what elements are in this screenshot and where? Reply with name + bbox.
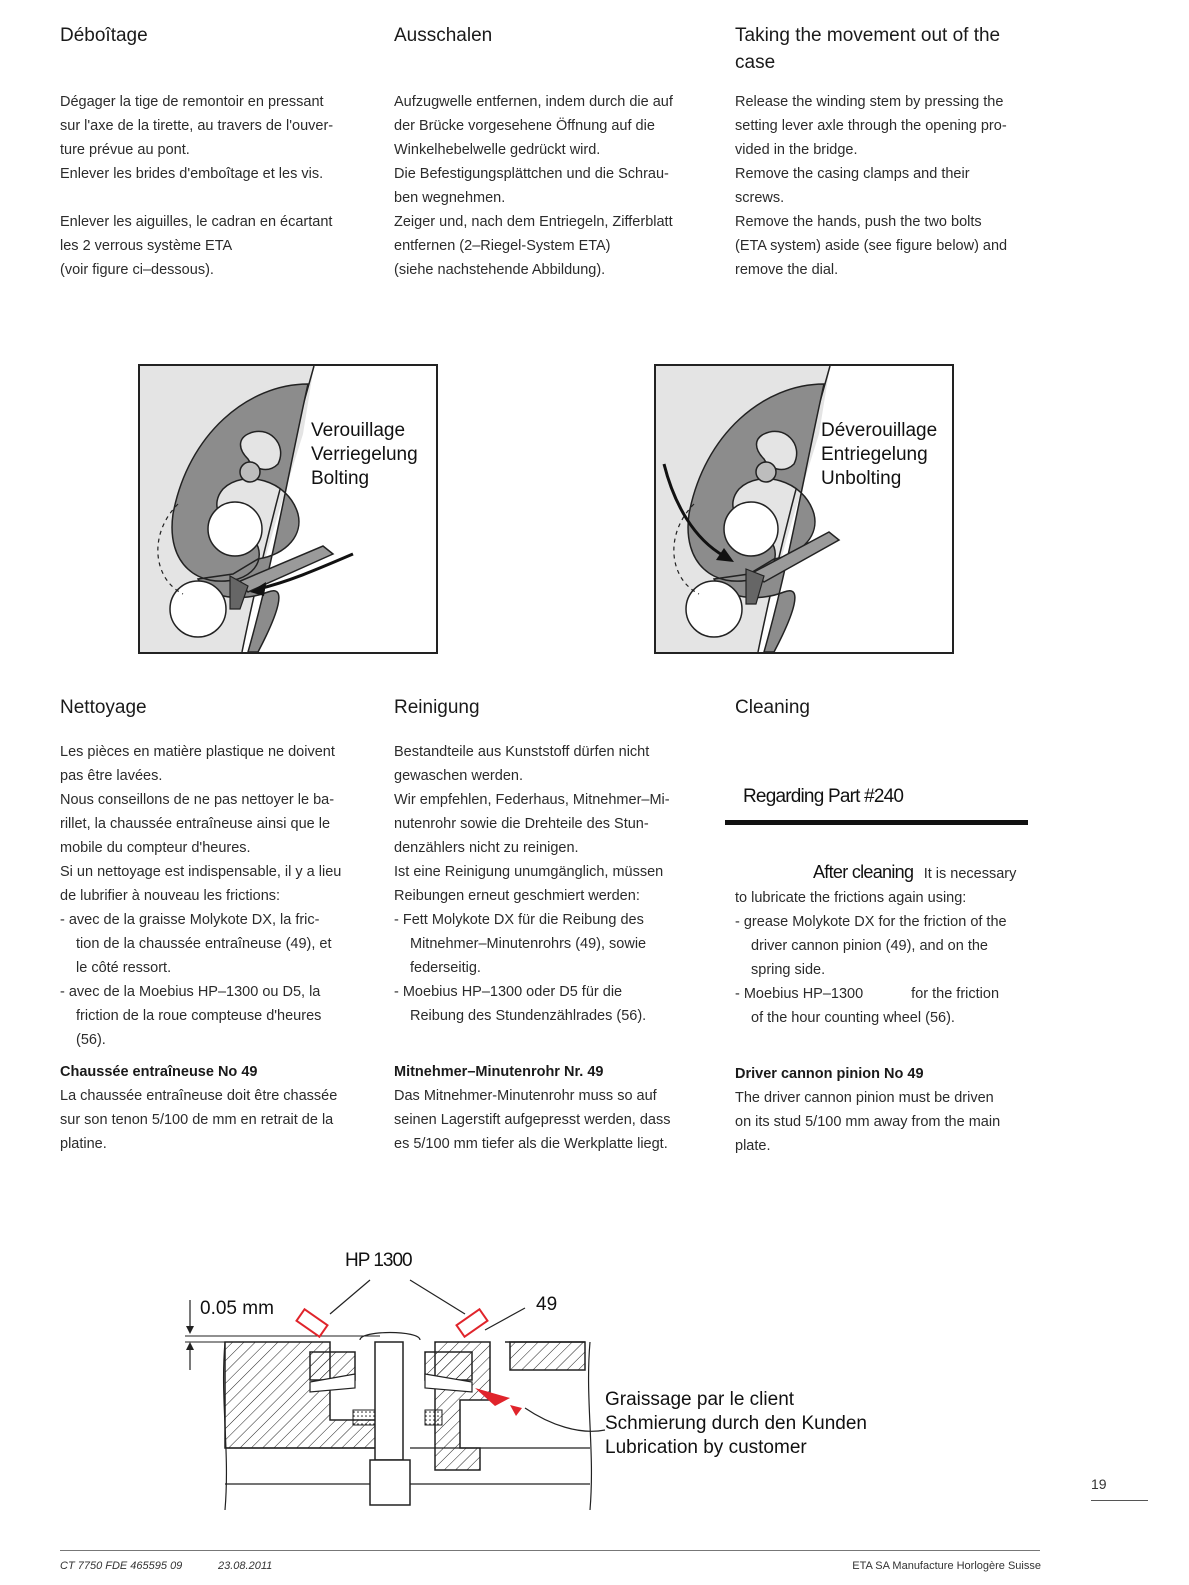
text-line: Les pièces en matière plastique ne doivent (60, 744, 335, 760)
nettoyage-subtext (60, 1084, 360, 1156)
text-line (735, 982, 1007, 1006)
unbolting-label-de: Entriegelung (821, 444, 928, 465)
text-line: Remove the casing clamps and their (735, 166, 970, 182)
text-line: friction de la roue compteuse d'heures (76, 1008, 322, 1024)
text-line: - Fett Molykote DX für die Reibung des (394, 912, 644, 928)
page-number-rule (1091, 1500, 1148, 1501)
text-line: (56). (76, 1032, 106, 1048)
ausschalen-text (394, 90, 694, 282)
text-line: rillet, la chaussée entraîneuse ainsi que le (60, 816, 331, 832)
footer-company: ETA SA Manufacture Horlogère Suisse (852, 1560, 1041, 1572)
text-line: Das Mitnehmer-Minutenrohr muss so auf (394, 1088, 657, 1104)
text-line: tion de la chaussée entraîneuse (49), et (76, 936, 332, 952)
dimension-label: 0.05 mm (200, 1298, 274, 1319)
text-line: gewaschen werden. (394, 768, 523, 784)
taking-out-section (735, 22, 1035, 282)
text-line: spring side. (751, 962, 826, 978)
text-line: Winkelhebelwelle gedrückt wird. (394, 142, 601, 158)
text-line: - grease Molykote DX for the friction of the (735, 914, 1007, 930)
ausschalen-title: Ausschalen (394, 25, 493, 46)
footer-rule (60, 1550, 1040, 1551)
lubrication-labels (605, 1388, 867, 1460)
text-line: denzählers nicht zu reinigen. (394, 840, 579, 856)
text-line: federseitig. (410, 960, 481, 976)
hp1300-label: HP 1300 (345, 1250, 412, 1271)
text-line: Remove the hands, push the two bolts (735, 214, 982, 230)
text-line: Dégager la tige de remontoir en pressant (60, 94, 324, 110)
text-line: Reibungen erneut geschmiert werden: (394, 888, 640, 904)
text-line: ben wegnehmen. (394, 190, 506, 206)
text-line: setting lever axle through the opening pro- (735, 118, 1007, 134)
footer-doc-ref: CT 7750 FDE 465595 09 (60, 1560, 183, 1572)
taking-out-text (735, 90, 1035, 282)
text-line: les 2 verrous système ETA (60, 238, 233, 254)
text-line: (ETA system) aside (see figure below) and (735, 238, 1008, 254)
page-number: 19 (1091, 1476, 1107, 1492)
text-line: (voir figure ci–dessous). (60, 262, 214, 278)
lubrication-label-fr: Graissage par le client (605, 1389, 795, 1410)
text-line: Zeiger und, nach dem Entriegeln, Zifferblatt (394, 214, 673, 230)
cleaning-text (735, 886, 1007, 1030)
part-number-label: 49 (536, 1294, 558, 1315)
nettoyage-text (60, 740, 360, 1052)
bolting-illustration (138, 364, 438, 654)
after-cleaning-line (813, 862, 1016, 886)
ausschalen-section (394, 22, 694, 282)
cleaning-subtitle: Driver cannon pinion No 49 (735, 1066, 924, 1082)
text-line: screws. (735, 190, 785, 206)
text-line: Bestandteile aus Kunststoff dürfen nicht (394, 744, 650, 760)
text-line: Wir empfehlen, Federhaus, Mitnehmer–Mi- (394, 792, 670, 808)
text-line: (siehe nachstehende Abbildung). (394, 262, 606, 278)
regarding-part-heading: Regarding Part #240 (743, 786, 904, 807)
text-segment: for the friction (911, 986, 1000, 1002)
lubrication-label-de: Schmierung durch den Kunden (605, 1413, 867, 1434)
text-line: Aufzugwelle entfernen, indem durch die auf (394, 94, 673, 110)
after-cleaning-rest: It is necessary (923, 866, 1017, 882)
unbolting-figure (654, 364, 954, 654)
reinigung-subtext (394, 1084, 694, 1156)
spacer (394, 1028, 694, 1052)
reinigung-section (394, 694, 694, 1156)
text-line: entfernen (2–Riegel-System ETA) (394, 238, 611, 254)
text-line: remove the dial. (735, 262, 839, 278)
text-line: sur l'axe de la tirette, au travers de l'ouver- (60, 118, 334, 134)
text-line: der Brücke vorgesehene Öffnung auf die (394, 118, 655, 134)
cannon-pinion-diagram (180, 1250, 900, 1520)
deboitage-text (60, 90, 360, 282)
text-line: ture prévue au pont. (60, 142, 190, 158)
text-line: on its stud 5/100 mm away from the main (735, 1114, 1001, 1130)
unbolting-label-fr: Déverouillage (821, 420, 938, 441)
text-line: nutenrohr sowie die Drehteile des Stun- (394, 816, 649, 832)
taking-out-title (735, 22, 1035, 76)
title-line: Taking the movement out of the (735, 25, 1001, 46)
text-line: - avec de la graisse Molykote DX, la fric- (60, 912, 320, 928)
text-line: to lubricate the frictions again using: (735, 890, 967, 906)
bolting-label-fr: Verouillage (311, 420, 406, 441)
text-line: plate. (735, 1138, 771, 1154)
text-line: de lubrifier à nouveau les frictions: (60, 888, 281, 904)
text-line: vided in the bridge. (735, 142, 858, 158)
text-line (60, 186, 360, 210)
deboitage-section (60, 22, 360, 282)
after-cleaning-label: After cleaning (813, 862, 914, 882)
nettoyage-subtitle: Chaussée entraîneuse No 49 (60, 1064, 258, 1080)
text-line: es 5/100 mm tiefer als die Werkplatte liegt. (394, 1136, 668, 1152)
footer-date: 23.08.2011 (218, 1560, 273, 1572)
heading-rule (725, 820, 1028, 825)
nettoyage-title: Nettoyage (60, 697, 147, 718)
bolting-figure (138, 364, 438, 654)
text-line: Mitnehmer–Minutenrohrs (49), sowie (410, 936, 647, 952)
bolting-label-en: Bolting (311, 468, 370, 489)
text-line: of the hour counting wheel (56). (751, 1010, 955, 1026)
text-line: - Moebius HP–1300 oder D5 für die (394, 984, 623, 1000)
text-line: sur son tenon 5/100 de mm en retrait de la (60, 1112, 334, 1128)
reinigung-subtitle: Mitnehmer–Minutenrohr Nr. 49 (394, 1064, 604, 1080)
lubrication-label-en: Lubrication by customer (605, 1437, 807, 1458)
deboitage-title: Déboîtage (60, 25, 148, 46)
text-line: Reibung des Stundenzählrades (56). (410, 1008, 647, 1024)
text-line: Ist eine Reinigung unumgänglich, müssen (394, 864, 664, 880)
text-line: - avec de la Moebius HP–1300 ou D5, la (60, 984, 321, 1000)
text-line: Die Befestigungsplättchen und die Schrau- (394, 166, 669, 182)
text-line: le côté ressort. (76, 960, 172, 976)
bolting-label-de: Verriegelung (311, 444, 418, 465)
unbolting-illustration (654, 364, 954, 654)
nettoyage-section (60, 694, 360, 1156)
text-line: Nous conseillons de ne pas nettoyer le ba- (60, 792, 335, 808)
text-line: Release the winding stem by pressing the (735, 94, 1004, 110)
reinigung-title: Reinigung (394, 697, 480, 718)
text-line: Enlever les brides d'emboîtage et les vis. (60, 166, 324, 182)
text-line: Enlever les aiguilles, le cadran en écartant (60, 214, 333, 230)
text-line: driver cannon pinion (49), and on the (751, 938, 988, 954)
text-line: Si un nettoyage est indispensable, il y a lieu (60, 864, 342, 880)
text-segment: - Moebius HP–1300 (735, 986, 864, 1002)
text-line: platine. (60, 1136, 107, 1152)
text-line: La chaussée entraîneuse doit être chassée (60, 1088, 338, 1104)
text-line: pas être lavées. (60, 768, 163, 784)
text-line: seinen Lagerstift aufgepresst werden, dass (394, 1112, 671, 1128)
title-line: case (735, 52, 776, 73)
reinigung-text (394, 740, 694, 1052)
cleaning-section (735, 694, 1055, 1154)
text-line: mobile du compteur d'heures. (60, 840, 251, 856)
unbolting-label-en: Unbolting (821, 468, 902, 489)
cleaning-sub (735, 1062, 1055, 1158)
cleaning-title: Cleaning (735, 697, 810, 718)
cleaning-subtext (735, 1086, 1055, 1158)
text-line: The driver cannon pinion must be driven (735, 1090, 994, 1106)
